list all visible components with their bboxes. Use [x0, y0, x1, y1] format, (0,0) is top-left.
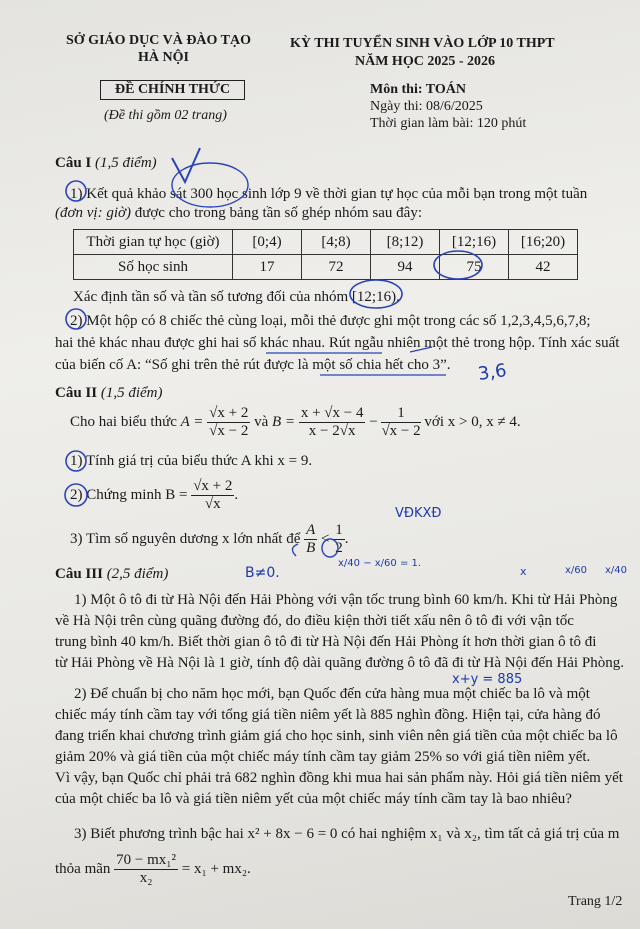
table-cell: 72 [302, 255, 371, 280]
expr-b-label: B = [272, 413, 296, 430]
hw-note: x+y = 885 [452, 672, 523, 687]
circle-mark [66, 451, 86, 471]
q1-p1-line1: 1) Kết quả khảo sát 300 học sinh lớp 9 về thời gian tự học của mỗi bạn trong một tuần [70, 186, 588, 202]
q2-s3: 3) Tìm số nguyên dương x lớn nhất để [70, 530, 301, 547]
table-cell: [0;4) [233, 230, 302, 255]
circle-mark [66, 181, 86, 201]
q1-p2-line3: của biến cố A: “Số ghi trên thẻ rút được là một số chia hết cho 3”. [55, 357, 451, 373]
exam-date: Ngày thi: 08/6/2025 [370, 99, 483, 114]
hw-note: x/40 [605, 565, 628, 576]
and-word: và [254, 413, 269, 430]
q2-points: (1,5 điểm) [100, 385, 163, 401]
q3-p1-line: 1) Một ô tô đi từ Hà Nội đến Hải Phòng với vận tốc trung bình 60 km/h. Khi từ Hải Phòng [74, 592, 618, 608]
table-cell: [16;20) [509, 230, 578, 255]
q2-title: Câu II [55, 385, 98, 401]
q3-p2-line: chiếc máy tính cầm tay với tổng giá tiền niêm yết là 885 nghìn đồng. Hiện tại, cửa hàng đó [55, 707, 601, 723]
p3-rhs: = x₁ + mx₂. [181, 860, 251, 877]
expr-a-label: A = [180, 413, 204, 430]
hw-note: 3,6 [476, 360, 508, 385]
table-cell: 94 [371, 255, 440, 280]
underline-mark [266, 347, 446, 375]
q3-p1-line: trung bình 40 km/h. Biết thời gian ô tô đi từ Hà Nội đến Hải Phòng ít hơn thời gian ô tô đi [55, 634, 597, 650]
frac-den: √x − 2 [381, 423, 421, 439]
p3-thoa: thỏa mãn [55, 860, 111, 877]
q3-p1-line: về Hà Nội trên cùng quãng đường đó, do điều kiện thời tiết xấu nên ô tô đi với vận tốc [55, 613, 574, 629]
hw-note: x/60 [565, 565, 588, 576]
q3-p2-line: giảm 20% và giá tiền của một chiếc máy tính cầm tay giảm 25% so với giá tiền niêm yết. [55, 749, 591, 765]
table-cell: 17 [233, 255, 302, 280]
official-box: ĐỀ CHÍNH THỨC [100, 80, 245, 100]
q1-p1-ask: Xác định tần số và tần số tương đối của nhóm [12;16). [73, 289, 400, 305]
header-dept: SỞ GIÁO DỤC VÀ ĐÀO TẠO [66, 33, 252, 48]
circle-mark [434, 251, 482, 279]
circle-mark [66, 309, 86, 329]
circle-mark [65, 484, 87, 506]
subject: Môn thi: TOÁN [370, 82, 466, 97]
q2-s3-line: 3) Tìm số nguyên dương x lớn nhất để $\frac{A}{B}$ < $\frac{1}{2}$ . [70, 522, 349, 556]
frac-den: √x − 2 [209, 423, 249, 439]
q1-p2-line2: hai thẻ khác nhau được ghi hai số khác nhau. Rút ngẫu nhiên một thẻ trong hộp. Tính xác suất [55, 335, 620, 351]
q3-title: Câu III [55, 566, 103, 582]
header-exam-title: KỲ THI TUYỂN SINH VÀO LỚP 10 THPT [290, 36, 555, 51]
q3-points: (2,5 điểm) [106, 566, 169, 582]
table-cell: 42 [509, 255, 578, 280]
exam-duration: Thời gian làm bài: 120 phút [370, 116, 527, 131]
q1-p2-line1: 2) Một hộp có 8 chiếc thẻ cùng loại, mỗi thẻ được ghi một trong các số 1,2,3,4,5,6,7,8; [70, 313, 591, 329]
frac-num: 70 − mx₁² [116, 852, 177, 868]
q1-p1-line2-text: được cho trong bảng tần số ghép nhóm sau đây: [131, 205, 423, 221]
q3-p3-line1: 3) Biết phương trình bậc hai x² + 8x − 6 = 0 có hai nghiệm x₁ và x₂, tìm tất cả giá trị của m [74, 826, 620, 842]
q3-p2-line: 2) Để chuẩn bị cho năm học mới, bạn Quốc đến cửa hàng mua một chiếc ba lô và một [74, 686, 590, 702]
frac-den: 2 [335, 540, 343, 556]
q2-s2: 2) Chứng minh B = [70, 486, 188, 503]
table-cell: [12;16) [440, 230, 509, 255]
table-header-cell: Thời gian tự học (giờ) [74, 230, 233, 255]
table-header-cell: Số học sinh [74, 255, 233, 280]
q3-p2-line: đang triển khai chương trình giảm giá cho học sinh, sinh viên nên giá tiền của một chiếc ba lô [55, 728, 618, 744]
q2-s1: 1) Tính giá trị của biểu thức A khi x = 9. [70, 453, 313, 469]
frac-den: x₂ [139, 870, 153, 886]
frac-num: 1 [335, 522, 343, 538]
hw-note: x [520, 565, 527, 578]
q1-points: (1,5 điểm) [95, 155, 157, 171]
table-cell: [4;8) [302, 230, 371, 255]
q3-p2-line: của một chiếc ba lô và giá tiền niêm yết của một chiếc máy tính cầm tay là bao nhiêu? [55, 791, 572, 807]
q2-intro: Cho hai biểu thức [70, 413, 177, 430]
hw-note: VĐKXĐ [395, 506, 442, 521]
frac-num: A [306, 522, 316, 538]
table-cell: [8;12) [371, 230, 440, 255]
q3-p1-line: từ Hải Phòng về Hà Nội là 1 giờ, tính độ dài quãng đường ô tô đã đi từ Hà Nội đến Hải Phòng. [55, 655, 624, 671]
frac-den: x − 2√x [308, 423, 356, 439]
pen-stroke [292, 544, 298, 556]
q1-title: Câu I [55, 155, 92, 171]
frac-den: √x [204, 496, 221, 512]
header-city: HÀ NỘI [138, 50, 189, 65]
circle-mark [322, 539, 338, 557]
frac-den: B [306, 540, 316, 556]
q2-condition: với x > 0, x ≠ 4. [424, 413, 521, 430]
hw-note: B≠0. [245, 565, 280, 581]
frac-num: 1 [381, 405, 420, 423]
table-cell: 75 [440, 255, 509, 280]
minus-sign: − [369, 413, 378, 430]
unit-note: (đơn vị: giờ) [55, 205, 131, 221]
frac-num: x + √x − 4 [300, 405, 364, 421]
lt-sign: < [321, 530, 330, 547]
header-school-year: NĂM HỌC 2025 - 2026 [355, 54, 495, 69]
pages-note: (Đề thi gồm 02 trang) [104, 108, 227, 123]
page-number: Trang 1/2 [568, 894, 623, 909]
frac-num: √x + 2 [193, 478, 233, 494]
circle-mark [172, 163, 248, 207]
q3-p2-line: Vì vậy, bạn Quốc chỉ phải trả 682 nghìn đồng khi mua hai sản phẩm này. Hỏi giá tiền niêm yết [55, 770, 623, 786]
q2-s2-line: 2) Chứng minh B = $\frac{√x + 2}{√x}$ . [70, 478, 239, 512]
hw-note: x/40 − x/60 = 1. [338, 558, 422, 569]
circle-mark [350, 280, 402, 308]
frac-num: √x + 2 [209, 405, 249, 421]
